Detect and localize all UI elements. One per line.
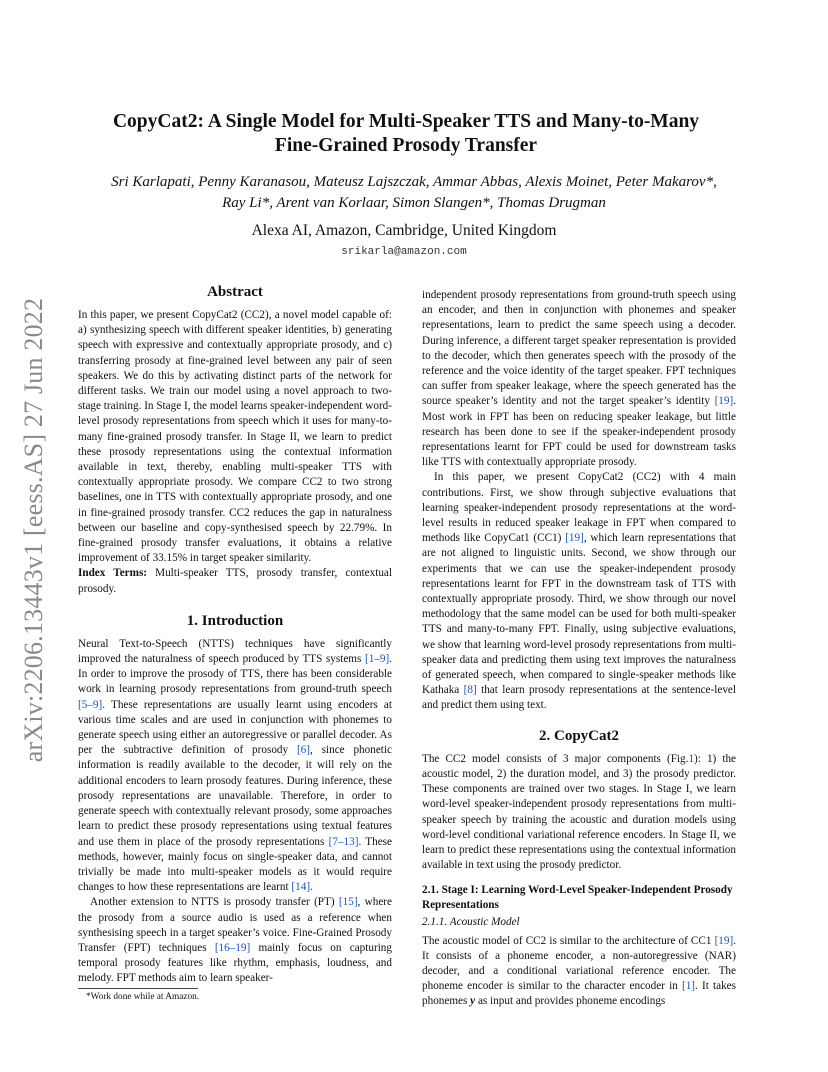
p3-text-b: . It consists of a phoneme encoder, a non-autoregressive (NAR) decoder, and a conditional variational reference encoder. The phoneme encoder is similar to the character encoder in xyxy=(422,934,736,993)
citation-link[interactable]: [8] xyxy=(463,684,477,697)
title-line-2: Fine-Grained Prosody Transfer xyxy=(274,135,538,156)
paper-title xyxy=(90,110,722,158)
subsection-2-1-heading: 2.1. Stage I: Learning Word-Level Speaker-Independent Prosody Representations xyxy=(422,884,733,911)
subsection-2-1-1-heading: 2.1.1. Acoustic Model xyxy=(422,916,520,929)
citation-link[interactable]: [19] xyxy=(714,934,734,947)
citation-link[interactable]: [16–19] xyxy=(214,941,251,954)
sec2-text-a: The CC2 model consists of 3 major components (Fig. xyxy=(422,752,689,765)
right-column xyxy=(422,288,736,1010)
citation-link[interactable]: [1–9] xyxy=(364,653,390,666)
right-paragraph-2 xyxy=(422,470,736,713)
citation-link[interactable]: [1] xyxy=(681,980,696,993)
p3-text-a: The acoustic model of CC2 is similar to the architecture of CC1 xyxy=(422,934,715,947)
citation-link[interactable]: [7–13] xyxy=(328,835,359,848)
citation-link[interactable]: [14] xyxy=(291,881,311,894)
authors-line-1: Sri Karlapati, Penny Karanasou, Mateusz Lajszczak, Ammar Abbas, Alexis Moinet, Peter Makarov*, xyxy=(111,174,717,190)
intro-p1-text-c: . These representations are usually learnt using encoders at various time scales and are used in conjunction with phonemes to generate speech using either an autoregressive or parallel decoder. As per the subtractive definition of prosody xyxy=(78,698,392,757)
intro-paragraph-2 xyxy=(78,895,392,986)
index-terms-label: Index Terms: xyxy=(78,567,148,580)
index-terms xyxy=(78,566,392,596)
affiliation: Alexa AI, Amazon, Cambridge, United Kingdom xyxy=(251,222,557,239)
copycat2-heading: 2. CopyCat2 xyxy=(538,727,619,744)
title-line-1: CopyCat2: A Single Model for Multi-Speaker TTS and Many-to-Many xyxy=(112,111,700,132)
authors-line-2: Ray Li*, Arent van Korlaar, Simon Slangen*, Thomas Drugman xyxy=(222,195,606,211)
intro-p1-text-a: Neural Text-to-Speech (NTTS) techniques have significantly improved the naturalness of speech produced by TTS systems xyxy=(78,637,392,666)
p3-text-d: as input and provides phoneme encodings xyxy=(475,995,666,1008)
right-p1-text-a: independent prosody representations from ground-truth speech using an encoder, and then in conjunction with phonemes and speaker representations, learn to predict the same speech using a decoder. During inference, a different target speaker representation is provided to the decoder, which then generates speech with the prosody of the reference and the voice identity of the target speaker. FPT techniques can suffer from speaker leakage, where the speech generated has the source speaker’s identity and not the target speaker’s identity xyxy=(422,289,736,408)
citation-link[interactable]: [5–9] xyxy=(78,698,103,711)
acoustic-model-paragraph xyxy=(422,934,736,1010)
intro-p2-text-a: Another extension to NTTS is prosody transfer (PT) xyxy=(90,896,339,909)
arxiv-sidebar-stamp xyxy=(14,280,54,780)
intro-p1-text-f: . xyxy=(310,881,313,894)
introduction-heading: 1. Introduction xyxy=(186,612,284,629)
intro-p1-text-e: . These methods, however, mainly focus on single-speaker data, and cannot trivially be made into multi-speaker models as it would require changes to how these representations are learnt xyxy=(78,835,392,894)
citation-link[interactable]: [19] xyxy=(714,395,734,408)
math-variable-y: y xyxy=(470,995,476,1008)
footnote: *Work done while at Amazon. xyxy=(86,992,200,1002)
right-p2-text-a: In this paper, we present CopyCat2 (CC2) with 4 main contributions. First, we show through subjective evaluations that learning speaker-independent prosody representations at the word-level results in reduced speaker leakage in FPT when compared to methods like CopyCat1 (CC1) xyxy=(422,471,736,545)
index-terms-text: Multi-speaker TTS, prosody transfer, contextual prosody. xyxy=(78,567,392,595)
right-p1-text-b: . Most work in FPT has been on reducing speaker leakage, but little research has been done to see if the speaker-independent prosody representations learnt for FPT could be used for downstream tasks like TTS with contextually appropriate prosody. xyxy=(422,395,736,469)
right-paragraph-1 xyxy=(422,288,736,470)
intro-p1-text-b: . In order to improve the prosody of TTS, there has been considerable work in learning prosody representations from ground-truth speech xyxy=(78,653,392,696)
left-column xyxy=(78,280,392,987)
intro-p1-text-d: , since phonetic information is readily available to the decoder, it will rely on the additional encoders to learn prosody features. During inference, these prosody representations are unavailable. Therefore, in order to generate speech with contextually relevant prosody, some approaches learn to predict these prosody representations using textual features and use them in place of the prosody representations xyxy=(78,744,392,848)
citation-link[interactable]: [6] xyxy=(296,744,310,757)
author-list xyxy=(80,172,748,214)
abstract-text: In this paper, we present CopyCat2 (CC2), a novel model capable of: a) synthesizing speech with different speaker identities, b) generating speech with expressive and contextually appropriate prosody, and c) transferring prosody at fine-grained level between any pair of seen speakers. We do this by activating distinct parts of the network for different tasks. We train our model using a novel approach to two-stage training. In Stage I, the model learns speaker-independent word-level prosody representations from speech which it uses for many-to-many fine-grained prosody transfer. In Stage II, we learn to predict these prosody representations using the contextual information available in text, thereby, enabling multi-speaker TTS with contextually appropriate prosody. We compare CC2 to two strong baselines, one in TTS with contextually appropriate prosody, and one in fine-grained prosody transfer. CC2 reduces the gap in naturalness between our baseline and copy-synthesised speech by 22.79%. In fine-grained prosody transfer evaluations, it obtains a relative improvement of 33.15% in target speaker similarity. xyxy=(78,309,392,565)
citation-link[interactable]: [19] xyxy=(565,532,584,545)
sec2-text-b: ): 1) the acoustic model, 2) the duration model, and 3) the prosody predictor. These components are trained over two stages. In Stage I, we learn word-level speaker-independent prosody representations from multi-speaker speech by training the acoustic and duration models using word-level conditional variational reference encoders. In Stage II, we learn to predict these representations using the contextual information available in text using the prosody predictor. xyxy=(422,752,737,872)
abstract-heading: Abstract xyxy=(207,284,263,300)
intro-p2-text-b: , where the prosody from a source audio is used as a reference when synthesising speech in a target speaker’s voice. Fine-Grained Prosody Transfer (FPT) techniques xyxy=(78,896,392,954)
arxiv-identifier: arXiv:2206.13443v1 [eess.AS] 27 Jun 2022 xyxy=(19,297,48,763)
figure-link[interactable]: 1 xyxy=(688,752,695,765)
intro-p2-text-c: mainly focus on capturing temporal prosody features like rhythm, emphasis, loudness, and melody. FPT methods aim to learn speaker- xyxy=(78,941,392,985)
citation-link[interactable]: [15] xyxy=(338,896,358,909)
footnote-divider xyxy=(78,988,198,989)
right-p2-text-c: that learn prosody representations at the sentence-level and predict them using text. xyxy=(422,684,736,712)
intro-paragraph-1 xyxy=(78,637,392,895)
copycat2-paragraph xyxy=(422,752,736,874)
p3-text-c: . It takes phonemes xyxy=(422,980,736,1008)
contact-email: srikarla@amazon.com xyxy=(341,246,467,258)
right-p2-text-b: , which learn representations that are not aligned to linguistic units. Second, we show through our experiments that we can use the speaker-independent prosody representations learnt for FPT in the downstream task of TTS with contextually appropriate prosody. Third, we show through our novel methodology that the same model can be used for both multi-speaker TTS and many-to-many FPT. Finally, using subjective evaluations, we show that learning word-level prosody representations from multi-speaker data and predicting them using text improves the naturalness of generated speech, when compared to single-speaker methods like Kathaka xyxy=(422,532,737,697)
